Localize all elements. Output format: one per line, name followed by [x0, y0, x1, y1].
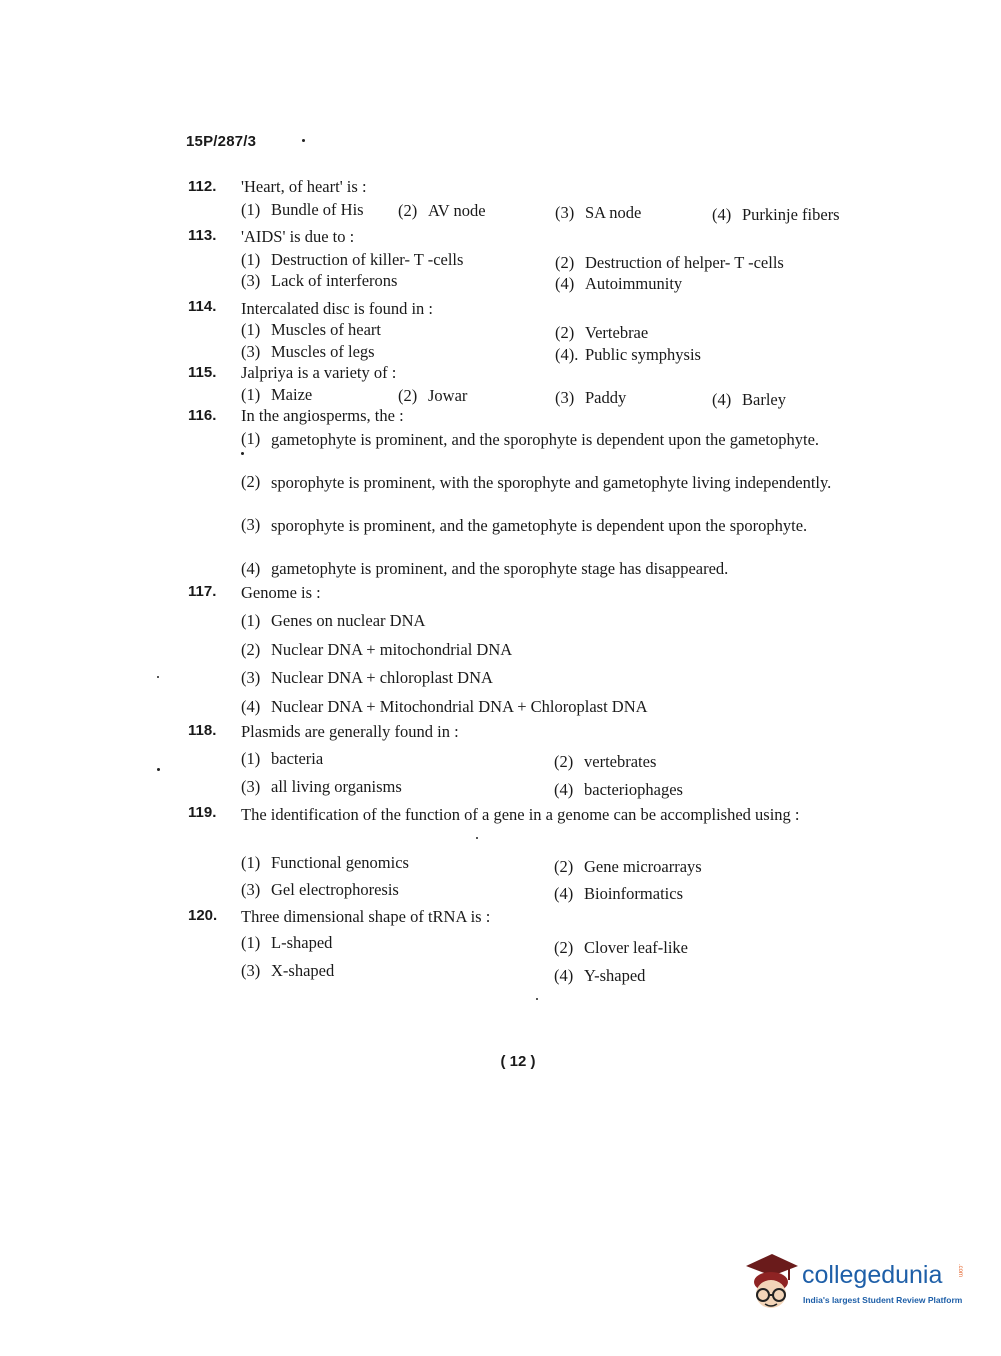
option: (4) gametophyte is prominent, and the sporophyte stage has disappeared.: [241, 559, 729, 578]
option: (3) sporophyte is prominent, and the gametophyte is dependent upon the sporophyte.: [241, 515, 808, 535]
question-number: 113.: [188, 227, 217, 244]
option: (4) bacteriophages: [554, 780, 683, 799]
brand-domain: .com: [957, 1264, 963, 1278]
question-number: 112.: [188, 178, 217, 195]
page-number: ( 12 ): [500, 1053, 536, 1070]
option: (2) Jowar: [398, 386, 468, 405]
option: (4) Purkinje fibers: [712, 205, 840, 224]
question-text: Jalpriya is a variety of :: [241, 363, 397, 382]
scan-speck: [157, 676, 159, 678]
option: (4) Bioinformatics: [554, 884, 683, 903]
scan-speck: [241, 452, 244, 455]
question-text: 'AIDS' is due to :: [241, 227, 355, 246]
option: (3) X-shaped: [241, 961, 335, 980]
question-text: The identification of the function of a gene in a genome can be accomplished using :: [241, 805, 800, 824]
brand-name: collegedunia: [802, 1261, 943, 1289]
option: (1) Genes on nuclear DNA: [241, 611, 426, 630]
option: (3) all living organisms: [241, 777, 402, 796]
question-number: 114.: [188, 298, 217, 315]
option: (4) Y-shaped: [554, 966, 646, 985]
option: (2) Vertebrae: [555, 323, 649, 342]
option: (2) AV node: [398, 201, 486, 220]
option: (4) Barley: [712, 390, 786, 409]
option: (2) Destruction of helper- T -cells: [555, 253, 784, 272]
option: (4) Autoimmunity: [555, 274, 683, 293]
option: (2) Nuclear DNA + mitochondrial DNA: [241, 640, 513, 659]
option: (3) Lack of interferons: [241, 271, 398, 290]
option: (3) Paddy: [555, 388, 627, 407]
question-number: 120.: [188, 907, 218, 924]
option: (2) vertebrates: [554, 752, 657, 771]
option: (1) Muscles of heart: [241, 320, 381, 339]
option: (1) Destruction of killer- T -cells: [241, 250, 464, 269]
question-number: 117.: [188, 583, 217, 600]
option: (1) Bundle of His: [241, 200, 364, 219]
question-text: In the angiosperms, the :: [241, 406, 404, 425]
paper-code: 15P/287/3: [186, 133, 257, 150]
scan-speck: [157, 768, 160, 771]
option: (2) Gene microarrays: [554, 857, 702, 876]
option: (4) Nuclear DNA + Mitochondrial DNA + Chloroplast DNA: [241, 697, 648, 716]
collegedunia-logo: [742, 1252, 972, 1314]
option: (3) Nuclear DNA + chloroplast DNA: [241, 668, 493, 687]
option: (1) Maize: [241, 385, 313, 404]
question-text: Intercalated disc is found in :: [241, 299, 433, 318]
scan-speck: [476, 837, 478, 839]
question-number: 116.: [188, 407, 217, 424]
question-text: 'Heart, of heart' is :: [241, 177, 367, 196]
option: (1) bacteria: [241, 749, 324, 768]
question-text: Three dimensional shape of tRNA is :: [241, 907, 491, 926]
option: (1) L-shaped: [241, 933, 333, 952]
option: (3) Gel electrophoresis: [241, 880, 399, 899]
option: (3) Muscles of legs: [241, 342, 375, 361]
option: (2) sporophyte is prominent, with the sporophyte and gametophyte living independently.: [241, 472, 832, 492]
question-number: 119.: [188, 804, 217, 821]
option: (1) gametophyte is prominent, and the sporophyte is dependent upon the gametophyte.: [241, 429, 820, 449]
scan-speck: [302, 139, 305, 142]
brand-tagline: India's largest Student Review Platform: [803, 1295, 963, 1305]
option: (2) Clover leaf-like: [554, 938, 688, 957]
question-number: 115.: [188, 364, 217, 381]
scan-speck: [536, 998, 538, 1000]
option: (4). Public symphysis: [555, 345, 701, 364]
question-number: 118.: [188, 722, 217, 739]
option: (3) SA node: [555, 203, 642, 222]
question-text: Genome is :: [241, 583, 321, 602]
mascot-icon: [742, 1252, 800, 1314]
question-text: Plasmids are generally found in :: [241, 722, 459, 741]
option: (1) Functional genomics: [241, 853, 409, 872]
